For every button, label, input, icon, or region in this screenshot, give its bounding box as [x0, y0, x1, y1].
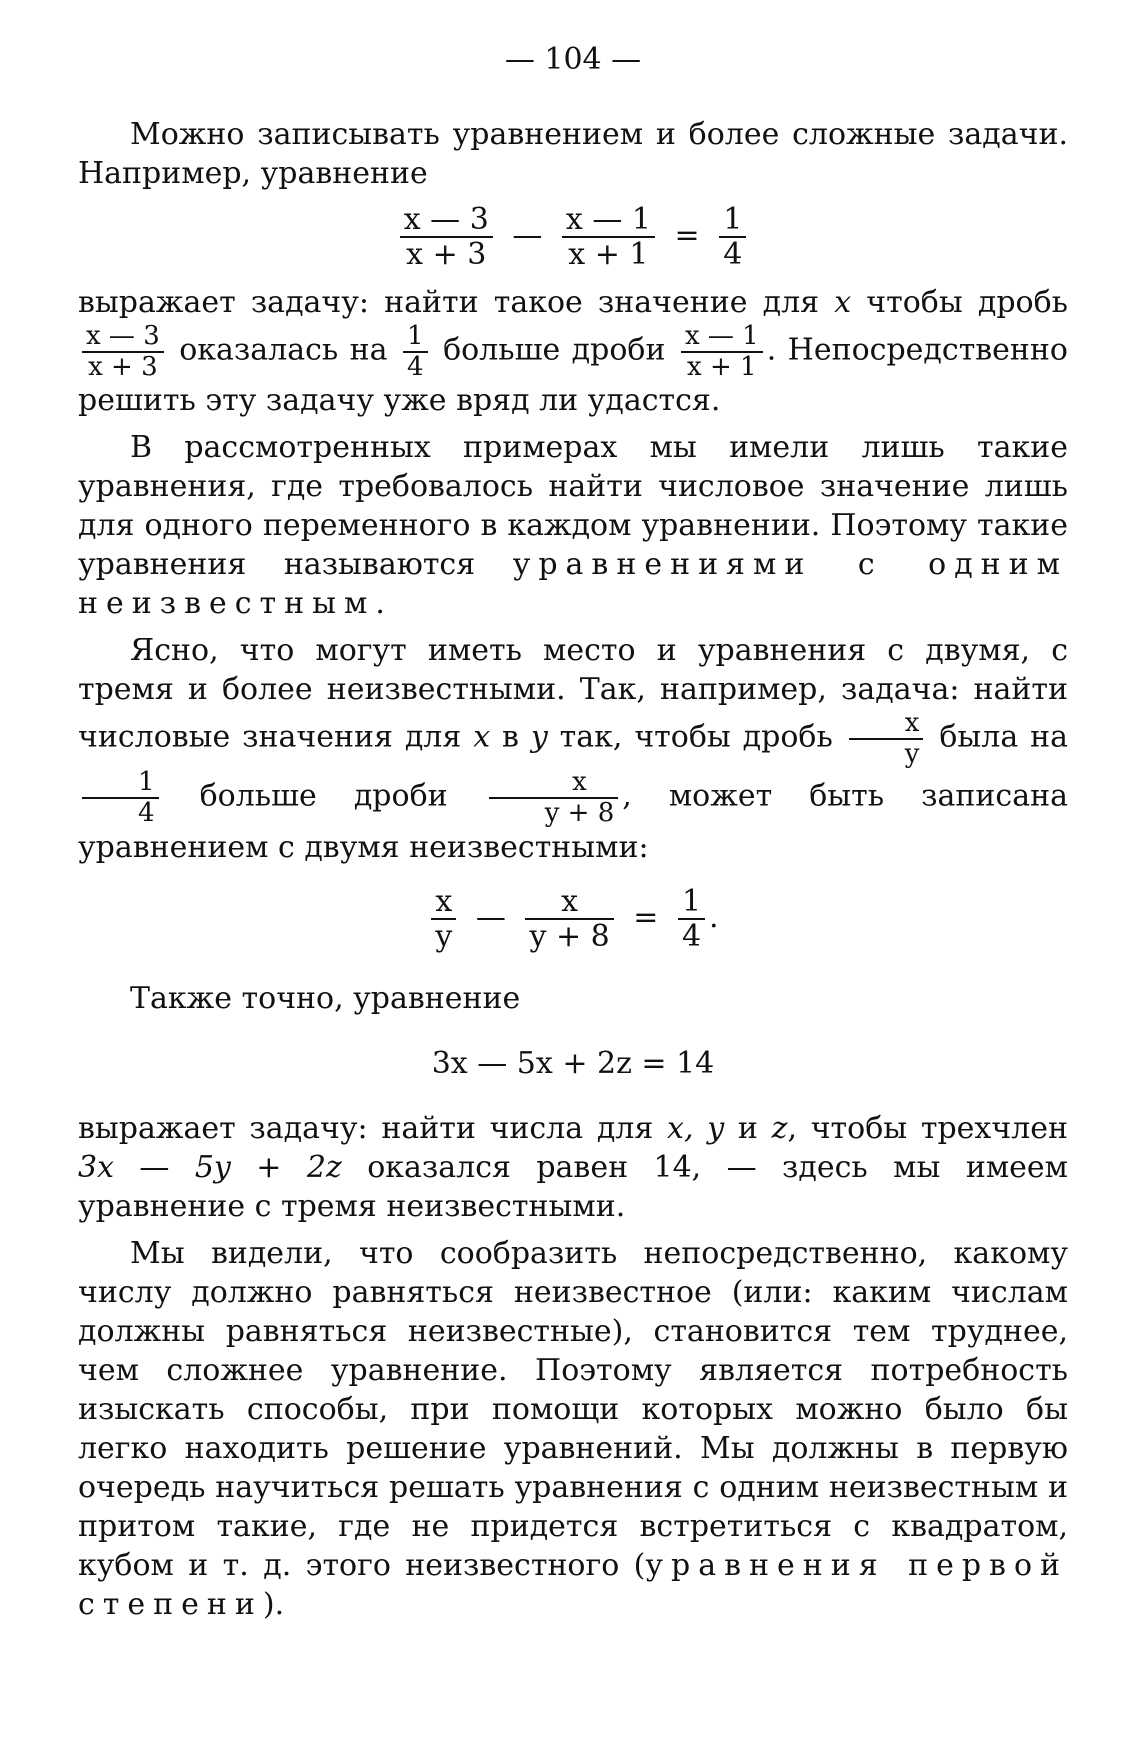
- p2-text-b: чтобы дробь: [866, 285, 1068, 320]
- eq2-f2-denominator: y + 8: [529, 918, 610, 954]
- p4-text-b: в: [502, 719, 519, 755]
- page-number: — 104 —: [504, 42, 642, 77]
- p6-var-z: z: [771, 1110, 788, 1146]
- paragraph-3: [78, 428, 1068, 623]
- p2-frac3-numerator: x — 1: [681, 322, 763, 353]
- p2-text-c: оказалась на: [179, 332, 388, 368]
- eq2-fraction-1: [431, 885, 456, 953]
- p4-fraction-1: [849, 709, 924, 768]
- eq1-minus: —: [512, 218, 543, 253]
- eq2-period: .: [709, 899, 719, 935]
- p2-fraction-1: [82, 322, 164, 381]
- p4-text-d: была на: [939, 719, 1068, 755]
- p2-text-d: больше дроби: [443, 332, 666, 368]
- p4-frac3-numerator: x: [489, 768, 619, 799]
- p4-text-c: так, чтобы дробь: [559, 719, 833, 755]
- p6-text-a: выражает задачу: найти числа для: [78, 1110, 654, 1146]
- p2-text-e: . Непосредственно решить: [78, 332, 1068, 419]
- eq2-f1-numerator: x: [431, 885, 456, 920]
- p4-var-x: x: [473, 719, 491, 755]
- eq1-rhs-denominator: 4: [723, 237, 743, 272]
- p4-text-f: , может быть записана уравнением с двумя неизвестными:: [78, 778, 1068, 865]
- p2-frac1-numerator: x — 3: [82, 322, 164, 353]
- eq1-f2-denominator: x + 1: [568, 237, 649, 272]
- paragraph-1: Можно записывать уравнением и более сложные задачи. Например, уравнение: [78, 117, 1068, 191]
- paragraph-4: [78, 631, 1068, 866]
- p4-text-e: больше дроби: [199, 778, 448, 814]
- eq1-rhs-fraction: [719, 203, 746, 271]
- p6-expression: 3x — 5y + 2z: [78, 1149, 342, 1185]
- p3-spaced-term: уравнениями с одним неизвестным.: [78, 547, 1069, 622]
- eq2-equals: =: [633, 899, 659, 935]
- p4-var-y: y: [530, 719, 548, 755]
- paragraph-5: Также точно, уравнение: [130, 980, 521, 1016]
- eq1-rhs-numerator: 1: [719, 203, 746, 238]
- p4-frac2-denominator: 4: [138, 797, 155, 828]
- p2-frac1-denominator: x + 3: [88, 351, 158, 382]
- paragraph-7: [78, 1234, 1068, 1624]
- p6-and: и: [737, 1110, 758, 1146]
- p2-fraction-3: [681, 322, 763, 381]
- page: [78, 40, 1068, 1624]
- eq2-f1-denominator: y: [435, 918, 453, 954]
- eq1-equals: =: [674, 218, 700, 253]
- paragraph-6: [78, 1109, 1068, 1226]
- eq1-fraction-1: [400, 203, 493, 271]
- eq1-fraction-2: [562, 203, 655, 271]
- eq2-minus: —: [475, 899, 506, 935]
- eq1-f2-numerator: x — 1: [562, 203, 655, 238]
- p4-frac3-denominator: y + 8: [544, 797, 615, 828]
- eq1-f1-denominator: x + 3: [406, 237, 487, 272]
- eq2-rhs-fraction: [678, 885, 705, 953]
- p4-frac1-denominator: y: [904, 738, 920, 769]
- eq2-f2-numerator: x: [525, 885, 613, 920]
- p6-text-b: , чтобы трехчлен: [787, 1110, 1068, 1146]
- eq2-rhs-numerator: 1: [678, 885, 705, 920]
- p6-var-list: x, y: [667, 1110, 725, 1146]
- p4-frac1-numerator: x: [849, 709, 924, 740]
- p4-frac2-numerator: 1: [82, 768, 159, 799]
- p6-text-c: оказался равен 14, — здесь мы имеем уравнение с тремя неизвестными.: [78, 1149, 1068, 1224]
- p2-var-x: x: [834, 285, 852, 320]
- equation-1: [78, 203, 1068, 271]
- eq2-rhs-denominator: 4: [681, 918, 702, 954]
- p4-fraction-2: [82, 768, 159, 827]
- p7-spaced-term: уравнения первой степени: [78, 1547, 1068, 1622]
- p3-text: В рассмотренных примерах мы имели лишь такие уравнения, где требовалось найти числовое значение лишь для одного переменного в каждом уравнении. Поэтому такие уравнения называются: [78, 430, 1068, 583]
- p2-text-f: эту задачу уже вряд ли удастся.: [205, 383, 721, 419]
- p2-frac2-numerator: 1: [403, 322, 428, 353]
- p2-frac2-denominator: 4: [407, 351, 424, 382]
- p7-end: ).: [262, 1586, 285, 1622]
- p4-fraction-3: [489, 768, 619, 827]
- eq1-f1-numerator: x — 3: [400, 203, 493, 238]
- p7-text: Мы видели, что сообразить непосредственно, какому числу должно равняться неизвестное (или: каким числам должны равняться неизвестные), становится тем труднее, чем сложнее уравнение. Поэтому является потребность изыскать способы, при помощи которых можно было бы легко находить решение уравнений. Мы должны в первую очередь научиться решать уравнения с одним неизвестным и притом такие, где не придется встретиться с квадратом, кубом и т. д. этого неизвестного (: [78, 1235, 1068, 1583]
- equation-3: 3x — 5x + 2z = 14: [431, 1045, 715, 1081]
- p2-text-a: выражает задачу: найти такое значение для: [78, 285, 820, 320]
- eq2-fraction-2: [525, 885, 613, 953]
- p2-fraction-2: [403, 322, 428, 381]
- paragraph-2: [78, 283, 1068, 420]
- p2-frac3-denominator: x + 1: [687, 351, 757, 382]
- equation-2: [78, 885, 1068, 953]
- p4-text-a: Ясно, что могут иметь место и уравнения с двумя, с тремя и более неизвестными. Так, например, задача: найти числовые значения для: [78, 633, 1068, 755]
